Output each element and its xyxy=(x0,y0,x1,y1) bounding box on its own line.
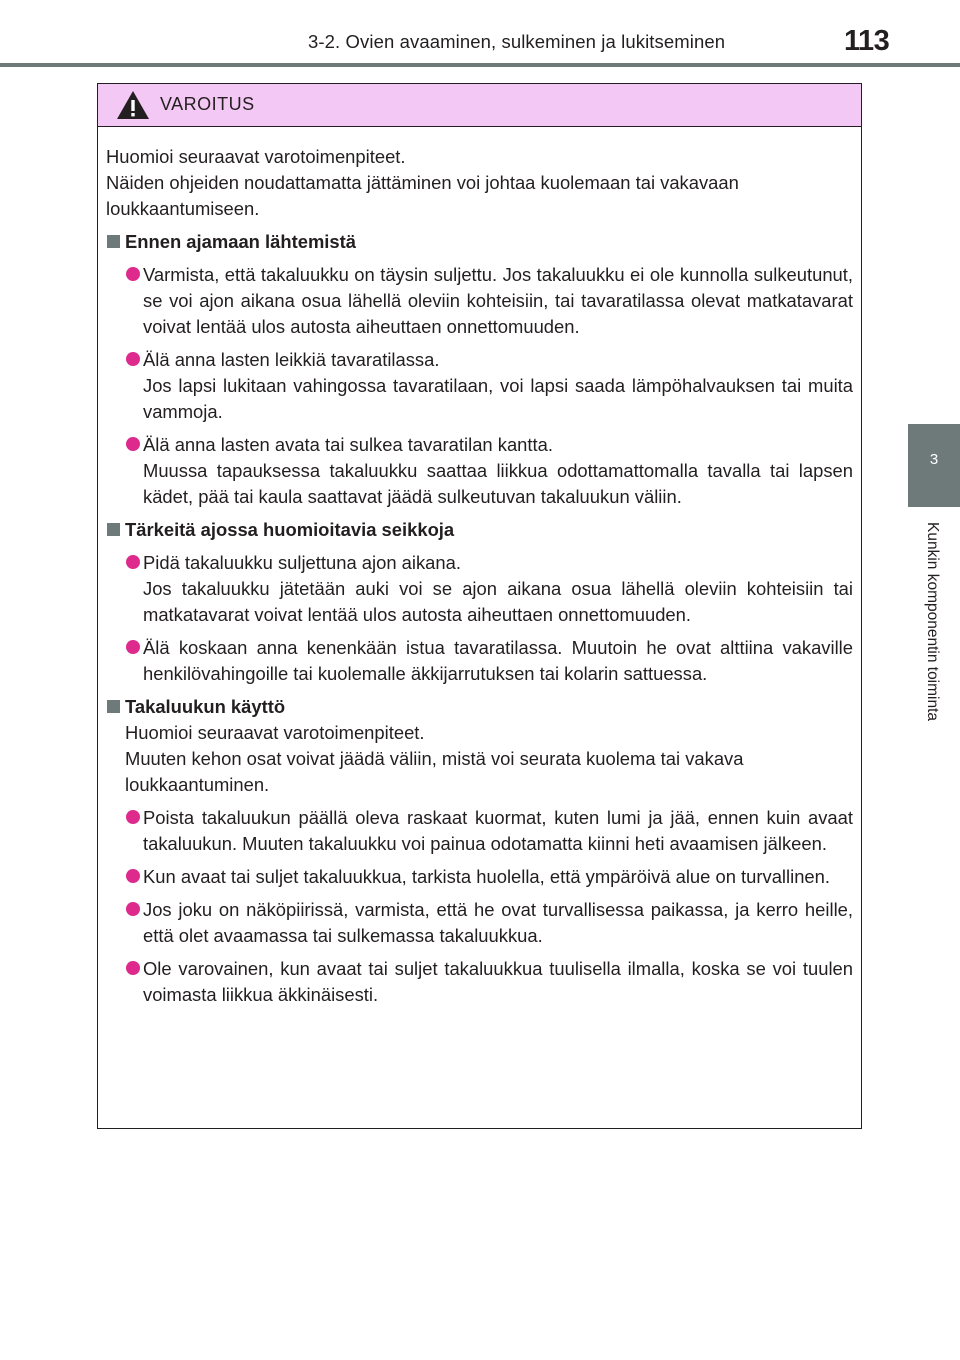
circle-bullet-icon xyxy=(126,810,140,824)
bullet-item xyxy=(106,347,853,425)
circle-bullet-icon xyxy=(126,869,140,883)
circle-bullet-icon xyxy=(126,961,140,975)
bullet-text: Ole varovainen, kun avaat tai suljet takaluukkua tuulisella ilmalla, koska se voi tuulen voimasta liikkua äkkinäisesti. xyxy=(143,958,853,1005)
warning-triangle-icon xyxy=(116,90,150,120)
circle-bullet-icon xyxy=(126,902,140,916)
warning-intro-line: Huomioi seuraavat varotoimenpiteet. xyxy=(106,146,406,167)
square-bullet-icon xyxy=(107,523,120,536)
section-text xyxy=(106,720,853,798)
bullet-text: Muussa tapauksessa takaluukku saattaa liikkua odottamattomalla tavalla tai lapsen kädet, pää tai kaula saattavat jäädä sulkeutuvan takaluukun väliin. xyxy=(143,460,853,507)
section-heading xyxy=(106,229,853,255)
bullet-item xyxy=(106,956,853,1008)
warning-header xyxy=(98,84,861,127)
bullet-item xyxy=(106,805,853,857)
circle-bullet-icon xyxy=(126,437,140,451)
page-header-title: 3-2. Ovien avaaminen, sulkeminen ja lukitseminen xyxy=(308,31,726,52)
bullet-text: Poista takaluukun päällä oleva raskaat kuormat, kuten lumi ja jää, ennen kuin avaat takaluukun. Muuten takaluukku voi painua odotamatta kiinni heti avaamisen jälkeen. xyxy=(143,807,853,854)
bullet-item xyxy=(106,864,853,890)
square-bullet-icon xyxy=(107,235,120,248)
warning-intro-line: Näiden ohjeiden noudattamatta jättäminen voi johtaa kuolemaan tai vakavaan loukkaantumiseen. xyxy=(106,172,739,219)
bullet-item xyxy=(106,432,853,510)
square-bullet-icon xyxy=(107,700,120,713)
bullet-text: Varmista, että takaluukku on täysin suljettu. Jos takaluukku ei ole kunnolla sulkeutunut, se voi ajon aikana osua lähellä oleviin kohteisiin, tai tavaratilassa olevat matkatavarat voivat lentää ulos autosta aiheuttaen onnettomuuden. xyxy=(143,264,853,337)
header-divider xyxy=(0,63,960,67)
warning-content xyxy=(106,144,853,1008)
chapter-number: 3 xyxy=(929,451,939,468)
bullet-text: Kun avaat tai suljet takaluukkua, tarkista huolella, että ympäröivä alue on turvallinen. xyxy=(143,866,830,887)
section-text-line: Muuten kehon osat voivat jäädä väliin, mistä voi seurata kuolema tai vakava loukkaantuminen. xyxy=(125,748,744,795)
circle-bullet-icon xyxy=(126,555,140,569)
section-heading xyxy=(106,694,853,720)
page-number: 113 xyxy=(844,25,890,57)
circle-bullet-icon xyxy=(126,267,140,281)
bullet-text: Älä anna lasten avata tai sulkea tavaratilan kantta. xyxy=(143,434,553,455)
section-heading-text: Ennen ajamaan lähtemistä xyxy=(125,231,356,252)
bullet-text: Pidä takaluukku suljettuna ajon aikana. xyxy=(143,552,461,573)
chapter-tab xyxy=(908,424,960,507)
section-text-line: Huomioi seuraavat varotoimenpiteet. xyxy=(125,722,425,743)
chapter-label: Kunkin komponentin toiminta xyxy=(924,522,941,722)
bullet-text: Jos lapsi lukitaan vahingossa tavaratilaan, voi lapsi saada lämpöhalvauksen tai muita vammoja. xyxy=(143,375,853,422)
bullet-item xyxy=(106,550,853,628)
bullet-text: Älä koskaan anna kenenkään istua tavaratilassa. Muutoin he ovat alttiina vakaville henkilövahingoille tai kuolemalle äkkijarrutuksen tai kolarin sattuessa. xyxy=(143,637,853,684)
circle-bullet-icon xyxy=(126,352,140,366)
bullet-text: Jos takaluukku jätetään auki voi se ajon aikana osua lähellä oleviin kohteisiin tai matkatavarat voivat lentää ulos autosta aiheuttaen onnettomuuden. xyxy=(143,578,853,625)
section-heading-text: Takaluukun käyttö xyxy=(125,696,286,717)
bullet-item xyxy=(106,635,853,687)
bullet-item xyxy=(106,897,853,949)
section-heading-text: Tärkeitä ajossa huomioitavia seikkoja xyxy=(125,519,455,540)
bullet-text: Älä anna lasten leikkiä tavaratilassa. xyxy=(143,349,440,370)
bullet-text: Jos joku on näköpiirissä, varmista, että he ovat turvallisessa paikassa, ja kerro heille, että olet avaamassa tai sulkemassa takaluukkua. xyxy=(143,899,853,946)
circle-bullet-icon xyxy=(126,640,140,654)
bullet-item xyxy=(106,262,853,340)
warning-title: VAROITUS xyxy=(160,94,255,114)
section-heading xyxy=(106,517,853,543)
warning-box xyxy=(97,83,862,1129)
